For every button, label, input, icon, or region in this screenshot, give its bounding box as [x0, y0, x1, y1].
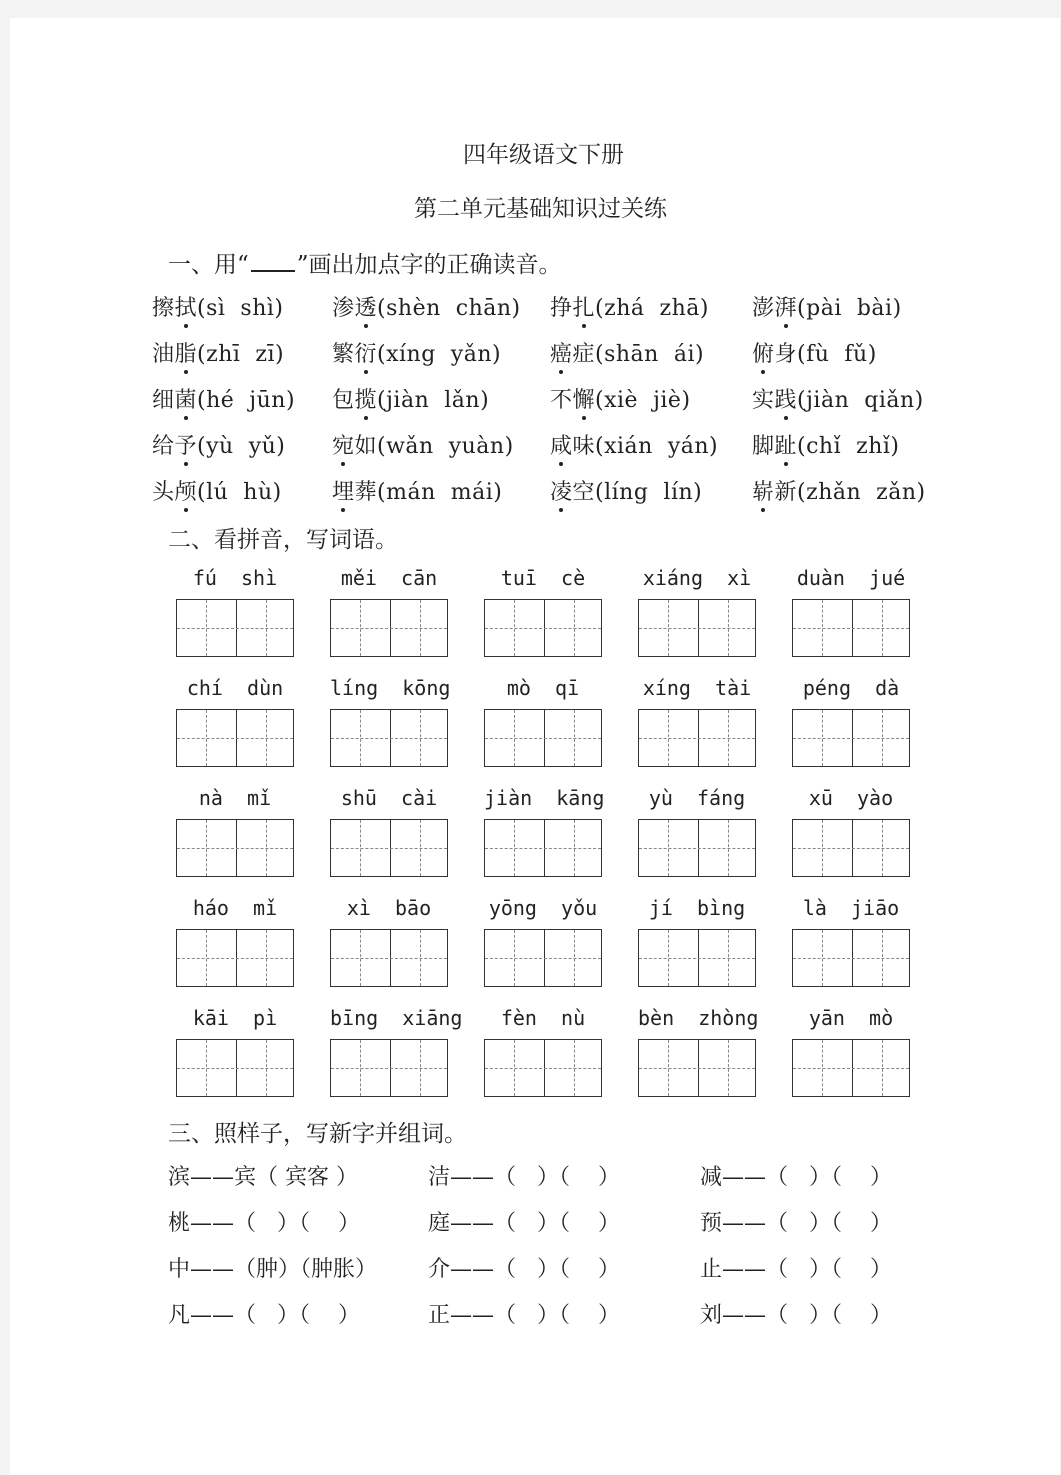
dotted-char: 揽 [355, 383, 378, 414]
new-char-item: 正——（ ）（ ） [428, 1303, 620, 1328]
dotted-char: 透 [355, 291, 378, 322]
new-char-item: 减——（ ）（ ） [700, 1165, 892, 1190]
writing-grid[interactable] [484, 709, 602, 767]
grid-guide [793, 1068, 909, 1069]
writing-grid[interactable] [330, 819, 448, 877]
pronunciation-item: 擦拭(sì shì) [152, 291, 284, 322]
writing-grid[interactable] [484, 1039, 602, 1097]
pronunciation-item: 咸味(xián yán) [550, 429, 718, 460]
dotted-char: 脂 [175, 337, 198, 368]
dotted-char: 癌 [550, 337, 573, 368]
pinyin-label: tuī cè [500, 566, 586, 590]
pinyin-label: duàn jué [796, 566, 906, 590]
pronunciation-item: 俯身(fù fǔ) [752, 337, 877, 368]
grid-guide [639, 958, 755, 959]
dotted-char: 懈 [573, 383, 596, 414]
pinyin-label: háo mǐ [192, 896, 278, 920]
dotted-char: 俯 [752, 337, 775, 368]
new-char-item: 刘——（ ）（ ） [700, 1303, 892, 1328]
new-char-item: 中——（肿）（肿胀） [168, 1257, 378, 1282]
pronunciation-item: 给予(yù yǔ) [152, 429, 285, 460]
new-char-item: 洁——（ ）（ ） [428, 1165, 620, 1190]
grid-guide [177, 738, 293, 739]
pinyin-label: yōng yǒu [488, 896, 598, 920]
pronunciation-item: 宛如(wǎn yuàn) [332, 429, 514, 460]
grid-guide [485, 738, 601, 739]
new-char-item: 凡——（ ）（ ） [168, 1303, 360, 1328]
pronunciation-item: 头颅(lú hù) [152, 475, 282, 506]
writing-grid[interactable] [792, 1039, 910, 1097]
dotted-char: 趾 [775, 429, 798, 460]
pinyin-label: xì bāo [346, 896, 432, 920]
grid-guide [793, 628, 909, 629]
pinyin-label: bīng xiāng [330, 1006, 463, 1030]
pinyin-label: là jiāo [802, 896, 900, 920]
pronunciation-item: 癌症(shān ái) [550, 337, 704, 368]
writing-grid[interactable] [330, 929, 448, 987]
grid-guide [331, 958, 447, 959]
dotted-char: 衍 [355, 337, 378, 368]
grid-guide [639, 848, 755, 849]
writing-grid[interactable] [176, 709, 294, 767]
dotted-char: 践 [775, 383, 798, 414]
grid-guide [793, 738, 909, 739]
writing-grid[interactable] [792, 819, 910, 877]
pronunciation-item: 脚趾(chǐ zhǐ) [752, 429, 900, 460]
underline-blank [251, 250, 295, 272]
dotted-char: 菌 [175, 383, 198, 414]
writing-grid[interactable] [638, 1039, 756, 1097]
writing-grid[interactable] [792, 929, 910, 987]
writing-grid[interactable] [330, 1039, 448, 1097]
pinyin-label: mò qī [506, 676, 580, 700]
pinyin-label: líng kōng [330, 676, 451, 700]
pronunciation-item: 埋葬(mán mái) [332, 475, 502, 506]
section3-heading: 三、照样子，写新字并组词。 [168, 1121, 467, 1147]
pronunciation-item: 挣扎(zhá zhā) [550, 291, 709, 322]
pinyin-label: bèn zhòng [638, 1006, 759, 1030]
new-char-item: 止——（ ）（ ） [700, 1257, 892, 1282]
dotted-char: 咸 [550, 429, 573, 460]
grid-guide [485, 628, 601, 629]
grid-guide [485, 958, 601, 959]
writing-grid[interactable] [176, 929, 294, 987]
section1-heading: 一、用“ ”画出加点字的正确读音。 [168, 252, 562, 278]
grid-guide [639, 1068, 755, 1069]
writing-grid[interactable] [484, 599, 602, 657]
pinyin-label: yān mò [808, 1006, 894, 1030]
pronunciation-item: 不懈(xiè jiè) [550, 383, 691, 414]
worksheet-page [10, 18, 1060, 1475]
dotted-char: 崭 [752, 475, 775, 506]
dotted-char: 凌 [550, 475, 573, 506]
writing-grid[interactable] [176, 599, 294, 657]
writing-grid[interactable] [638, 599, 756, 657]
new-char-item: 预——（ ）（ ） [700, 1211, 892, 1236]
pinyin-label: nà mǐ [198, 786, 272, 810]
grid-guide [177, 1068, 293, 1069]
page-subtitle: 第二单元基础知识过关练 [414, 196, 667, 222]
pronunciation-item: 包揽(jiàn lǎn) [332, 383, 489, 414]
grid-guide [331, 628, 447, 629]
writing-grid[interactable] [484, 819, 602, 877]
pinyin-label: jiàn kāng [484, 786, 605, 810]
grid-guide [177, 848, 293, 849]
pinyin-label: yù fáng [648, 786, 746, 810]
dotted-char: 予 [175, 429, 198, 460]
dotted-char: 拭 [175, 291, 198, 322]
writing-grid[interactable] [792, 599, 910, 657]
pinyin-label: xíng tài [642, 676, 752, 700]
grid-guide [177, 628, 293, 629]
writing-grid[interactable] [792, 709, 910, 767]
grid-guide [793, 848, 909, 849]
dotted-char: 扎 [573, 291, 596, 322]
pronunciation-item: 渗透(shèn chān) [332, 291, 521, 322]
pinyin-label: chí dùn [186, 676, 284, 700]
dotted-char: 湃 [775, 291, 798, 322]
pinyin-label: péng dà [802, 676, 900, 700]
writing-grid[interactable] [638, 819, 756, 877]
grid-guide [331, 1068, 447, 1069]
dotted-char: 颅 [175, 475, 198, 506]
pinyin-label: xiáng xì [642, 566, 752, 590]
pronunciation-item: 崭新(zhǎn zǎn) [752, 475, 926, 506]
pronunciation-item: 凌空(líng lín) [550, 475, 702, 506]
pronunciation-item: 油脂(zhī zī) [152, 337, 284, 368]
pinyin-label: fèn nù [500, 1006, 586, 1030]
writing-grid[interactable] [638, 929, 756, 987]
new-char-item: 庭——（ ）（ ） [428, 1211, 620, 1236]
pinyin-label: xū yào [808, 786, 894, 810]
pronunciation-item: 细菌(hé jūn) [152, 383, 295, 414]
pinyin-label: jí bìng [648, 896, 746, 920]
new-char-item: 滨——宾（ 宾客 ） [168, 1165, 358, 1190]
new-char-item: 介——（ ）（ ） [428, 1257, 620, 1282]
pinyin-label: fú shì [192, 566, 278, 590]
pinyin-label: měi cān [340, 566, 438, 590]
grid-guide [639, 628, 755, 629]
writing-grid[interactable] [176, 1039, 294, 1097]
page-title: 四年级语文下册 [463, 142, 624, 168]
grid-guide [331, 738, 447, 739]
grid-guide [331, 848, 447, 849]
pronunciation-item: 澎湃(pài bài) [752, 291, 902, 322]
pinyin-label: kāi pì [192, 1006, 278, 1030]
dotted-char: 宛 [332, 429, 355, 460]
grid-guide [485, 1068, 601, 1069]
pinyin-label: shū cài [340, 786, 438, 810]
writing-grid[interactable] [638, 709, 756, 767]
writing-grid[interactable] [330, 599, 448, 657]
dotted-char: 埋 [332, 475, 355, 506]
grid-guide [485, 848, 601, 849]
section2-heading: 二、看拼音，写词语。 [168, 527, 398, 553]
writing-grid[interactable] [484, 929, 602, 987]
writing-grid[interactable] [176, 819, 294, 877]
new-char-item: 桃——（ ）（ ） [168, 1211, 360, 1236]
pronunciation-item: 繁衍(xíng yǎn) [332, 337, 501, 368]
writing-grid[interactable] [330, 709, 448, 767]
grid-guide [639, 738, 755, 739]
pronunciation-item: 实践(jiàn qiǎn) [752, 383, 924, 414]
grid-guide [177, 958, 293, 959]
grid-guide [793, 958, 909, 959]
